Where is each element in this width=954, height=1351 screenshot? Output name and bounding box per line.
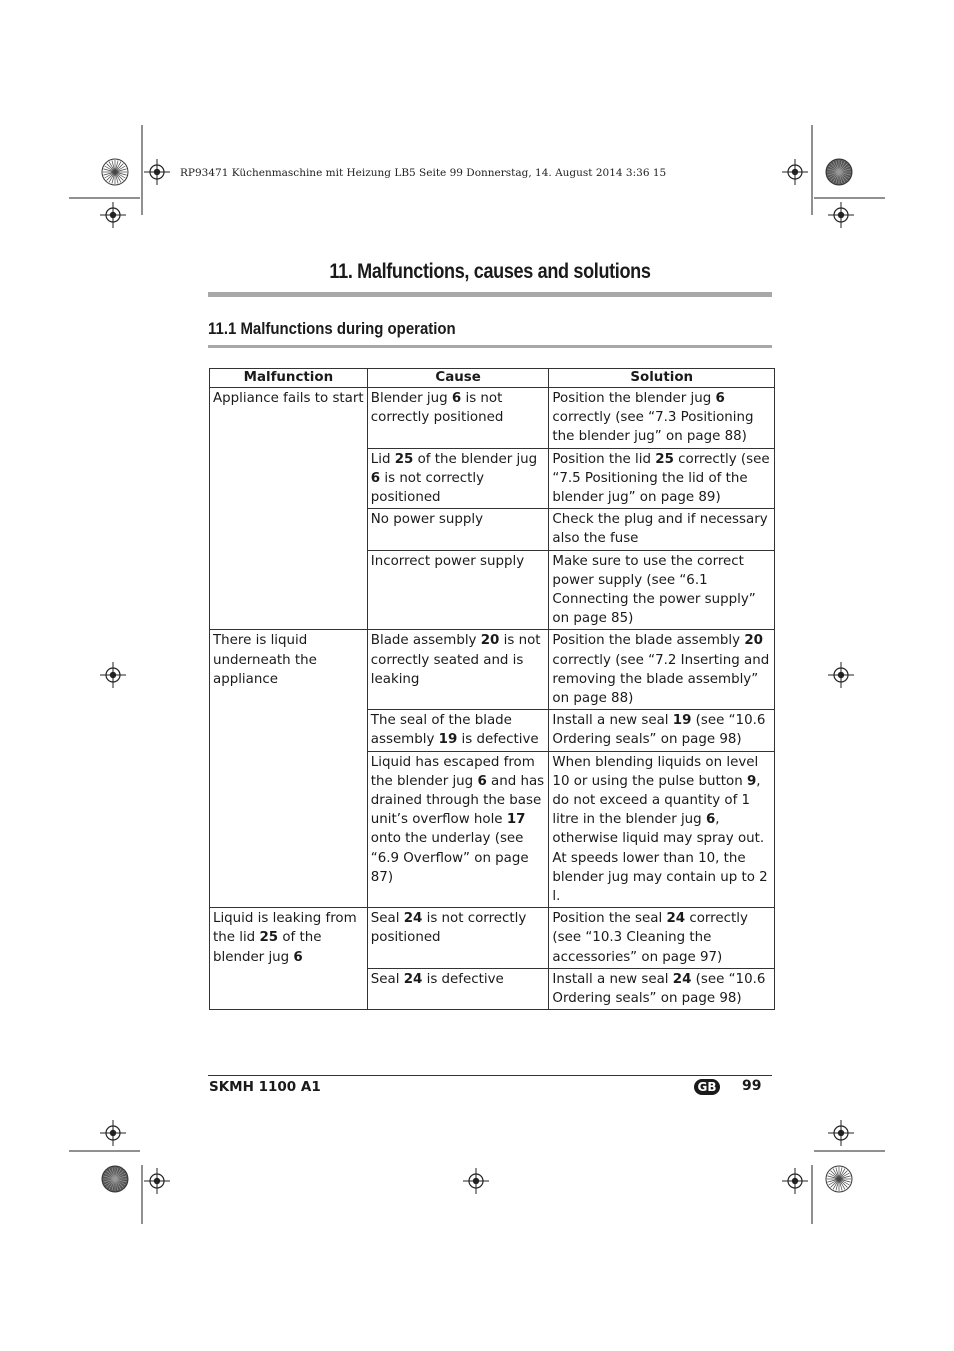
star-mark-bottom-right-ray [839, 1179, 851, 1182]
part-number: 24 [403, 911, 423, 927]
star-mark-bottom-right-ray [839, 1179, 849, 1185]
star-mark-bottom-left-ray [115, 1167, 118, 1179]
target-mark-lower-left-ring [106, 1126, 120, 1140]
star-mark-top-right-ray [836, 172, 839, 184]
star-mark-top-left-ray [115, 166, 125, 172]
cell-text: Install a new seal [552, 971, 673, 987]
section-title: 11.1 Malfunctions during operation [208, 319, 456, 338]
part-number: 6 [370, 470, 381, 486]
target-mark-bottom-center-dot [473, 1178, 479, 1184]
cell-text: of the blender jug [213, 930, 322, 965]
star-mark-bottom-left-ray [115, 1169, 121, 1179]
section-title-rule [208, 345, 772, 348]
star-mark-top-left-ray [105, 166, 115, 172]
star-mark-top-left-ray [107, 164, 115, 172]
target-mark-bottom-right-dot [792, 1178, 798, 1184]
star-mark-bottom-left-ray [109, 1179, 115, 1189]
star-mark-top-left-disc [102, 159, 128, 185]
part-number: 25 [259, 930, 279, 946]
star-mark-bottom-left-ray [105, 1179, 115, 1185]
star-mark-bottom-right-ray [829, 1179, 839, 1185]
star-mark-top-right-ray [839, 172, 849, 178]
cause-cell [367, 448, 549, 509]
target-mark-mid-right-ring [834, 668, 848, 682]
star-mark-top-right-ray [839, 172, 842, 184]
part-number: 24 [672, 971, 692, 987]
star-mark-bottom-right-ray [839, 1171, 847, 1179]
star-mark-top-left-ray [115, 160, 118, 172]
star-mark-bottom-left-ray [115, 1179, 121, 1189]
star-mark-top-right-ray [831, 164, 839, 172]
cell-text: is defective [422, 971, 504, 987]
table-row [210, 630, 775, 710]
cell-text: , do not exceed a quantity of 1 litre in the blender jug [552, 773, 761, 828]
star-mark-top-right-ray [839, 172, 851, 175]
star-mark-bottom-left-ray [115, 1179, 127, 1182]
cell-text: The seal of the blade assembly [370, 713, 512, 748]
solution-cell [549, 448, 775, 509]
solution-cell [549, 751, 775, 908]
solution-cell [549, 630, 775, 710]
cell-text: is not correctly positioned [370, 911, 527, 946]
star-mark-bottom-right-ray [839, 1167, 842, 1179]
cell-text: Make sure to use the correct power supply (see “6.1 Connecting the power supply” on page 85) [552, 553, 756, 627]
cell-text: (see “10.6 Ordering seals” on page 98) [552, 971, 766, 1007]
part-number: 6 [293, 949, 303, 965]
cell-text: Position the blade assembly [552, 633, 745, 649]
part-number: 9 [746, 773, 757, 789]
target-mark-upper-right-dot [838, 212, 844, 218]
star-mark-bottom-left-disc [102, 1166, 128, 1192]
target-mark-mid-left-dot [110, 672, 116, 678]
cell-text: and has drained through the base unit’s overflow hole [370, 773, 545, 828]
target-mark-bottom-center-ring [469, 1174, 483, 1188]
cell-text: Position the lid [552, 451, 656, 467]
target-mark-mid-left-ring [106, 668, 120, 682]
malfunctions-table [209, 368, 775, 1010]
cell-text: , otherwise liquid may spray out. At speeds lower than 10, the blender jug may contain up to 2 l. [552, 812, 768, 905]
star-mark-bottom-right-ray [829, 1173, 839, 1179]
star-mark-top-right-ray [829, 166, 839, 172]
target-mark-top-left-dot [154, 169, 160, 175]
cell-text: correctly (see “7.3 Positioning the blender jug” on page 88) [552, 410, 754, 445]
cell-text: Lid [370, 451, 395, 467]
star-mark-top-left-ray [115, 172, 127, 175]
cell-text: Blade assembly [370, 633, 481, 649]
star-mark-top-right-ray [839, 160, 842, 172]
star-mark-top-left-ray [115, 162, 121, 172]
star-mark-bottom-left-ray [109, 1169, 115, 1179]
header-malfunction: Malfunction [210, 369, 368, 388]
cell-text: is not correctly positioned [370, 391, 504, 426]
target-mark-lower-left-dot [110, 1130, 116, 1136]
star-mark-bottom-right-disc [826, 1166, 852, 1192]
target-mark-upper-right-ring [834, 208, 848, 222]
part-number: 25 [394, 451, 414, 467]
part-number: 6 [477, 773, 487, 789]
table-header-row [210, 369, 775, 388]
star-mark-bottom-right-ray [827, 1179, 839, 1182]
cell-text: of the blender jug [413, 451, 538, 467]
star-mark-top-right-ray [833, 162, 839, 172]
star-mark-bottom-right-ray [839, 1176, 851, 1179]
star-mark-bottom-left-ray [115, 1171, 123, 1179]
table-body [210, 388, 775, 1010]
star-mark-bottom-right-ray [831, 1179, 839, 1187]
table-row [210, 388, 775, 449]
star-mark-bottom-left-ray [112, 1179, 115, 1191]
star-mark-top-right-ray [831, 172, 839, 180]
star-mark-bottom-left-ray [107, 1179, 115, 1187]
malfunction-cell [210, 908, 368, 1010]
cell-text: correctly (see “7.2 Inserting and removing the blade assembly” on page 88) [552, 652, 770, 707]
solution-cell [549, 968, 775, 1009]
footer-model-name: SKMH 1100 A1 [209, 1079, 321, 1095]
cell-text: correctly (see “7.5 Positioning the lid of the blender jug” on page 89) [552, 451, 770, 506]
star-mark-bottom-right-ray [839, 1179, 847, 1187]
part-number: 19 [672, 713, 692, 729]
part-number: 19 [438, 732, 458, 748]
star-mark-bottom-left-ray [112, 1167, 115, 1179]
star-mark-top-right-ray [829, 172, 839, 178]
table-row [210, 908, 775, 969]
cell-text: Position the seal [552, 911, 667, 927]
star-mark-top-left-ray [103, 172, 115, 175]
cell-text: When blending liquids on level 10 or using the pulse button [552, 754, 759, 789]
target-mark-upper-left-ring [106, 208, 120, 222]
star-mark-top-left-ray [109, 172, 115, 182]
cause-cell [367, 710, 549, 751]
star-mark-top-left-ray [103, 169, 115, 172]
star-mark-top-right-ray [833, 172, 839, 182]
cell-text: Incorrect power supply [370, 553, 525, 569]
star-mark-top-right-disc [826, 159, 852, 185]
star-mark-top-right-ray [839, 162, 845, 172]
star-mark-bottom-right-ray [833, 1179, 839, 1189]
print-slug-header: RP93471 Küchenmaschine mit Heizung LB5 Seite 99 Donnerstag, 14. August 2014 3:36 15 [180, 167, 667, 179]
star-mark-top-right-ray [839, 172, 845, 182]
footer-rule [208, 1075, 772, 1076]
solution-cell [549, 710, 775, 751]
part-number: 6 [715, 391, 725, 406]
cell-text: Blender jug [370, 391, 452, 406]
cell-text: correctly (see “10.3 Cleaning the accessories” on page 97) [552, 911, 748, 965]
cell-text: is not correctly seated and is leaking [370, 633, 541, 687]
star-mark-bottom-right-ray [831, 1171, 839, 1179]
chapter-title: 11. Malfunctions, causes and solutions [329, 260, 651, 283]
star-mark-top-right-ray [836, 160, 839, 172]
star-mark-top-left-ray [115, 172, 125, 178]
chapter-title-rule [208, 292, 772, 297]
star-mark-top-right-ray [827, 172, 839, 175]
star-mark-bottom-left-ray [103, 1176, 115, 1179]
target-mark-mid-right-dot [838, 672, 844, 678]
star-mark-top-right-ray [827, 169, 839, 172]
cell-text: (see “10.6 Ordering seals” on page 98) [552, 713, 766, 748]
star-mark-bottom-right-ray [833, 1169, 839, 1179]
cell-text: Install a new seal [552, 713, 673, 729]
star-mark-bottom-left-ray [115, 1176, 127, 1179]
solution-cell [549, 388, 775, 449]
star-mark-top-right-ray [839, 164, 847, 172]
language-badge: GB [694, 1079, 720, 1095]
target-mark-lower-right-dot [838, 1130, 844, 1136]
star-mark-bottom-right-ray [827, 1176, 839, 1179]
cell-text: Liquid is leaking from the lid [213, 911, 357, 946]
cause-cell [367, 908, 549, 969]
cell-text: Appliance fails to start [213, 391, 364, 406]
star-mark-bottom-right-ray [839, 1179, 845, 1189]
target-mark-bottom-left-ring [150, 1174, 164, 1188]
star-mark-top-right-ray [839, 166, 849, 172]
star-mark-bottom-left-ray [105, 1173, 115, 1179]
star-mark-bottom-left-ray [107, 1171, 115, 1179]
cell-text: Seal [370, 911, 404, 927]
part-number: 24 [403, 971, 423, 987]
part-number: 6 [451, 391, 462, 406]
star-mark-top-left-ray [107, 172, 115, 180]
part-number: 24 [666, 911, 686, 927]
cause-cell [367, 968, 549, 1009]
star-mark-bottom-left-ray [103, 1179, 115, 1182]
star-mark-bottom-right-ray [839, 1179, 842, 1191]
star-mark-top-left-ray [115, 172, 118, 184]
star-mark-bottom-left-ray [115, 1173, 125, 1179]
star-mark-top-left-ray [115, 172, 121, 182]
part-number: 20 [744, 633, 763, 649]
star-mark-top-left-ray [112, 160, 115, 172]
star-mark-bottom-left-ray [115, 1179, 125, 1185]
star-mark-top-left-ray [112, 172, 115, 184]
malfunction-cell [210, 388, 368, 630]
star-mark-top-left-ray [115, 164, 123, 172]
part-number: 25 [655, 451, 674, 467]
malfunction-cell [210, 630, 368, 908]
target-mark-top-right-ring [788, 165, 802, 179]
cell-text: is not correctly positioned [370, 470, 485, 506]
part-number: 6 [705, 812, 716, 828]
page-number: 99 [742, 1078, 762, 1094]
part-number: 20 [480, 633, 500, 649]
target-mark-top-left-ring [150, 165, 164, 179]
part-number: 17 [506, 812, 526, 828]
cell-text: onto the underlay (see “6.9 Overflow” on page 87) [370, 831, 529, 885]
star-mark-bottom-right-ray [839, 1169, 845, 1179]
star-mark-top-left-ray [115, 169, 127, 172]
solution-cell [549, 509, 775, 550]
target-mark-bottom-right-ring [788, 1174, 802, 1188]
cell-text: Liquid has escaped from the blender jug [370, 754, 535, 789]
target-mark-upper-left-dot [110, 212, 116, 218]
header-cause: Cause [367, 369, 549, 388]
target-mark-top-right-dot [792, 169, 798, 175]
star-mark-bottom-left-ray [115, 1179, 118, 1191]
star-mark-top-left-ray [109, 162, 115, 172]
star-mark-bottom-left-ray [115, 1179, 123, 1187]
star-mark-top-left-ray [115, 172, 123, 180]
solution-cell [549, 908, 775, 969]
solution-cell [549, 550, 775, 630]
target-mark-bottom-left-dot [154, 1178, 160, 1184]
star-mark-top-right-ray [839, 172, 847, 180]
target-mark-lower-right-ring [834, 1126, 848, 1140]
cause-cell [367, 509, 549, 550]
star-mark-top-right-ray [839, 169, 851, 172]
cause-cell [367, 630, 549, 710]
header-solution: Solution [549, 369, 775, 388]
cause-cell [367, 550, 549, 630]
cell-text: No power supply [370, 512, 483, 528]
cell-text: is defective [457, 732, 539, 748]
star-mark-bottom-right-ray [839, 1173, 849, 1179]
cell-text: There is liquid underneath the appliance [213, 633, 317, 687]
star-mark-bottom-right-ray [836, 1179, 839, 1191]
cause-cell [367, 751, 549, 908]
cell-text: Check the plug and if necessary also the fuse [552, 512, 768, 547]
star-mark-bottom-right-ray [836, 1167, 839, 1179]
cell-text: Position the blender jug [552, 391, 716, 406]
cause-cell [367, 388, 549, 449]
cell-text: Seal [370, 971, 404, 987]
star-mark-top-left-ray [105, 172, 115, 178]
